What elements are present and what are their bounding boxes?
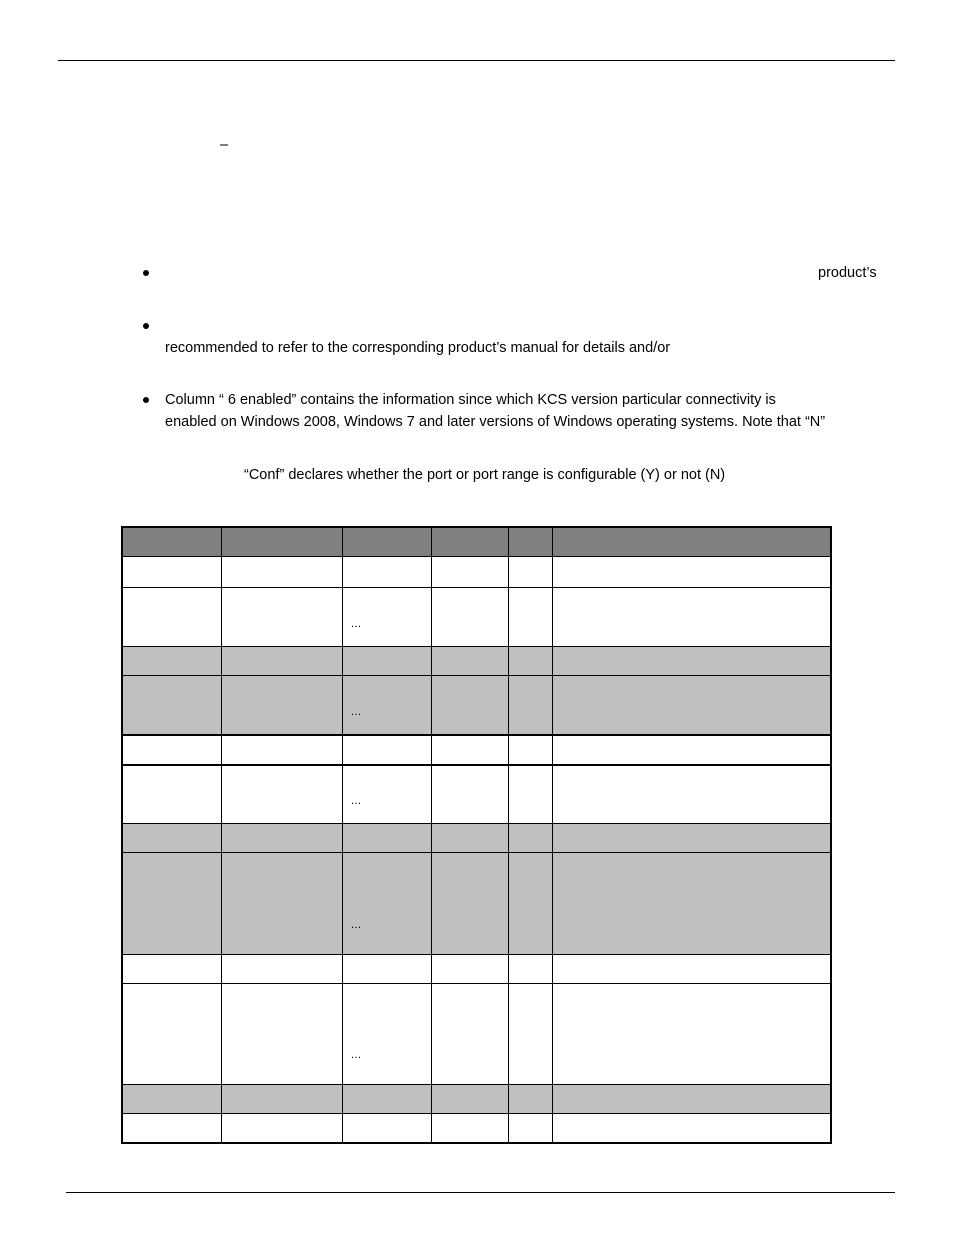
table-row <box>122 588 831 647</box>
bullet-icon <box>143 270 149 276</box>
table-row <box>122 765 831 824</box>
table-row <box>122 557 831 588</box>
heading-dash: – <box>220 137 229 153</box>
ellipsis-text: … <box>350 618 362 630</box>
table-row <box>122 853 831 955</box>
header-cell <box>552 527 831 557</box>
bullet-2-text: recommended to refer to the corresponding product’s manual for details and/or <box>165 340 671 356</box>
table-row <box>122 735 831 765</box>
table-row <box>122 647 831 676</box>
ports-table <box>121 526 832 1144</box>
table-row <box>122 1085 831 1114</box>
table-row <box>122 1114 831 1143</box>
ellipsis-text: … <box>350 918 362 931</box>
bullet-1-text: product’s <box>818 265 877 281</box>
bullet-icon <box>143 397 149 403</box>
header-cell <box>508 527 552 557</box>
ellipsis-text: … <box>350 795 362 808</box>
table-row <box>122 676 831 735</box>
bullet-icon <box>143 323 149 329</box>
footer-rule <box>66 1192 895 1193</box>
ellipsis-text: … <box>350 1049 362 1061</box>
bullet-3-line-2: enabled on Windows 2008, Windows 7 and later versions of Windows operating systems. Note that “N” <box>165 414 826 430</box>
header-cell <box>122 527 221 557</box>
conf-note: “Conf” declares whether the port or port range is configurable (Y) or not (N) <box>244 467 726 483</box>
header-rule <box>58 60 895 61</box>
table-row <box>122 824 831 853</box>
bullet-3-line-1: Column “ 6 enabled” contains the information since which KCS version particular connectivity is <box>165 392 776 408</box>
header-cell <box>342 527 431 557</box>
header-cell <box>431 527 508 557</box>
ellipsis-text: … <box>350 705 362 718</box>
table-row <box>122 984 831 1085</box>
table-row <box>122 955 831 984</box>
table-header-row <box>122 527 831 557</box>
header-cell <box>221 527 342 557</box>
